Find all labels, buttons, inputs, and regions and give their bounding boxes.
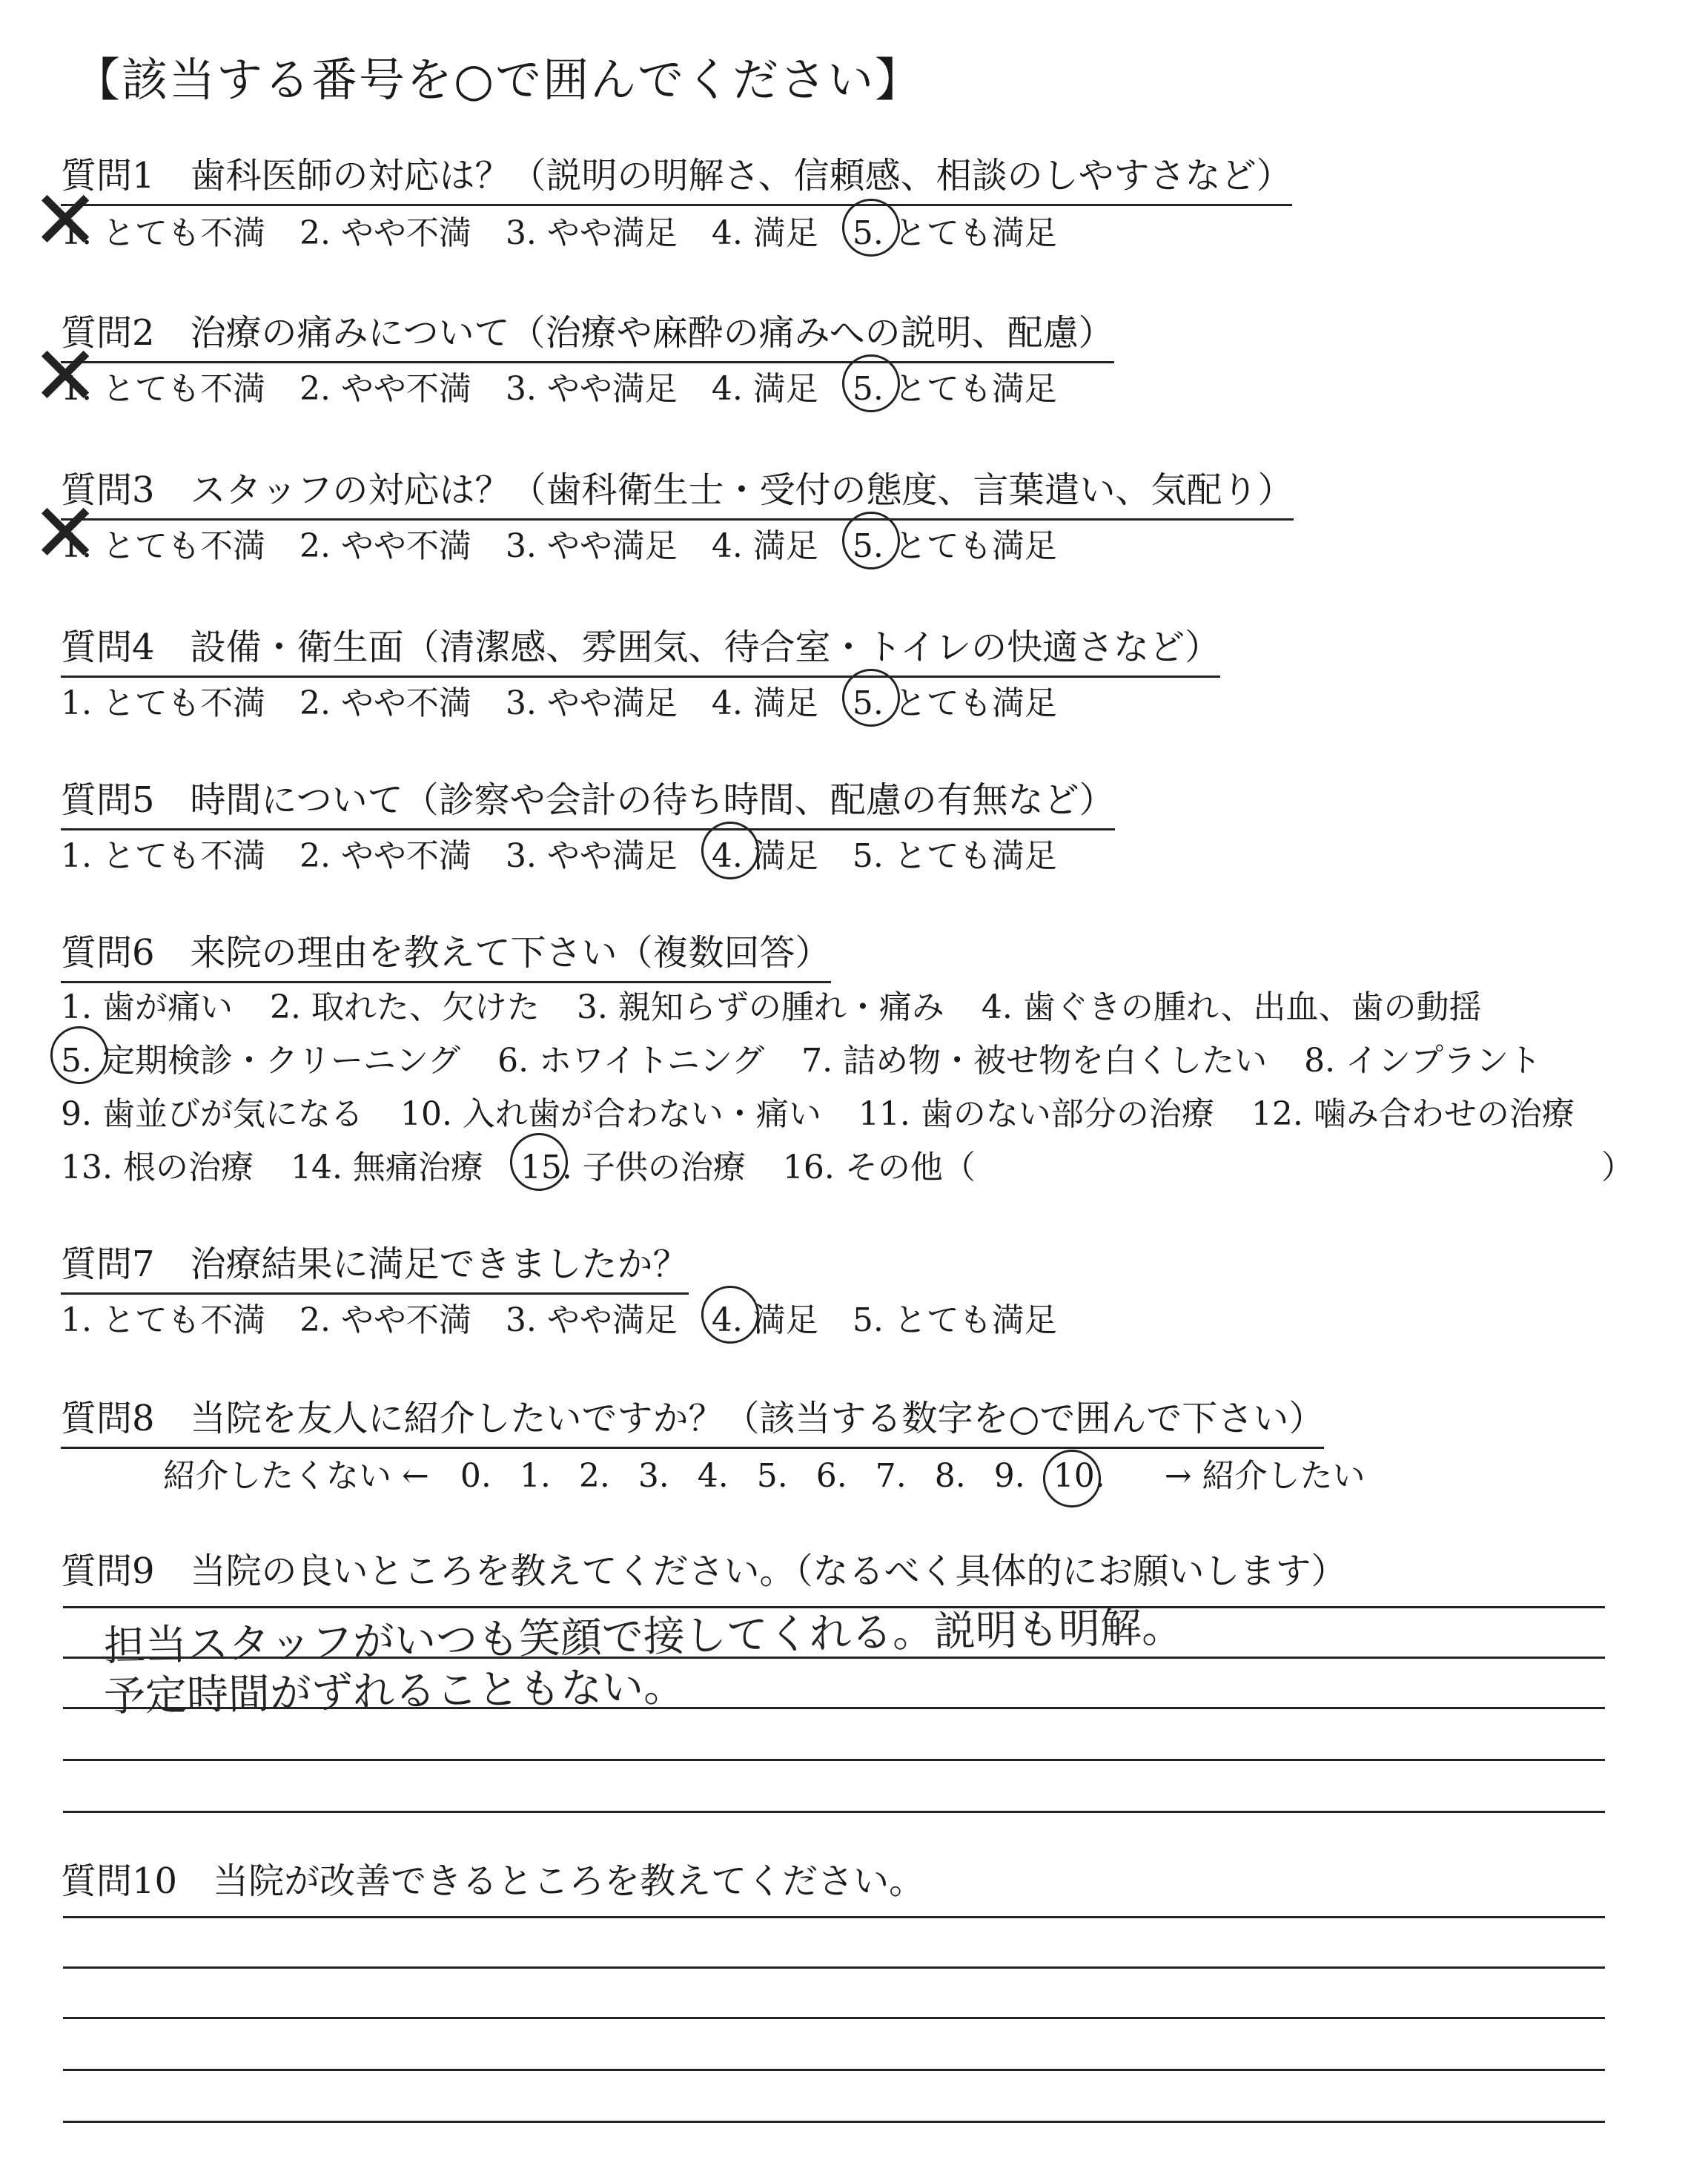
q3-option-3[interactable]: 3. やや満足 <box>505 527 678 565</box>
q8-scale-0[interactable]: 0. <box>460 1457 491 1495</box>
q8-recommend-scale <box>163 1449 1366 1496</box>
question-4-label: 質問4 設備・衛生面（清潔感、雰囲気、待合室・トイレの快適さなど） <box>61 618 1220 678</box>
q6-reason-8[interactable]: 8. インプラント <box>1304 1042 1542 1080</box>
q10-answer-rule[interactable] <box>63 2017 1605 2019</box>
q9-answer-rule <box>63 1707 1605 1709</box>
q4-option-2[interactable]: 2. やや不満 <box>299 684 471 722</box>
question-2-label: 質問2 治療の痛みについて（治療や麻酔の痛みへの説明、配慮） <box>61 304 1114 363</box>
q6-reason-3[interactable]: 3. 親知らずの腫れ・痛み <box>576 988 944 1026</box>
q1-option-4[interactable]: 4. 満足 <box>711 214 818 252</box>
q3-option-5[interactable]: 5. とても満足 <box>853 519 1057 567</box>
question-5-label: 質問5 時間について（診察や会計の待ち時間、配慮の有無など） <box>61 771 1115 830</box>
q7-option-1[interactable]: 1. とても不満 <box>61 1301 265 1339</box>
q4-option-5[interactable]: 5. とても満足 <box>853 676 1057 724</box>
q6-reason-4[interactable]: 4. 歯ぐきの腫れ、出血、歯の動揺 <box>981 988 1482 1026</box>
q5-option-5[interactable]: 5. とても満足 <box>852 837 1057 875</box>
q7-option-4[interactable]: 4. 満足 <box>712 1293 818 1341</box>
question-8-label: 質問8 当院を友人に紹介したいですか？（該当する数字を○で囲んで下さい） <box>61 1390 1324 1449</box>
q8-scale-9[interactable]: 9. <box>993 1457 1025 1495</box>
q8-scale-8[interactable]: 8. <box>934 1457 966 1495</box>
q6-reason-14[interactable]: 14. 無痛治療 <box>290 1149 483 1186</box>
question-3-label: 質問3 スタッフの対応は？（歯科衛生士・受付の態度、言葉遣い、気配り） <box>61 461 1294 521</box>
q1-option-3[interactable]: 3. やや満足 <box>505 214 678 252</box>
q6-reason-13[interactable]: 13. 根の治療 <box>61 1149 254 1186</box>
q6-reason-2[interactable]: 2. 取れた、欠けた <box>269 988 540 1026</box>
question-7-options <box>61 1293 1057 1341</box>
question-6-label: 質問6 来院の理由を教えて下さい（複数回答） <box>61 924 831 983</box>
q8-scale-left-label: 紹介したくない ← <box>163 1457 429 1495</box>
question-10-label: 質問10 当院が改善できるところを教えてください。 <box>61 1860 925 1902</box>
q6-reason-9[interactable]: 9. 歯並びが気になる <box>61 1095 363 1133</box>
q9-answer-line-1[interactable]: 担当スタッフがいつも笑顔で接してくれる。説明も明解。 <box>103 1603 1184 1671</box>
q10-answer-rule[interactable] <box>63 1966 1605 1969</box>
q2-option-2[interactable]: 2. やや不満 <box>299 370 471 408</box>
q6-other-close-paren: ） <box>1601 1149 1634 1186</box>
q8-scale-5[interactable]: 5. <box>756 1457 788 1495</box>
q6-reason-5[interactable]: 5. 定期検診・クリーニング <box>61 1034 460 1081</box>
q6-reasons-row-4 <box>61 1140 1013 1188</box>
q1-option-2[interactable]: 2. やや不満 <box>299 214 471 252</box>
q3-option-4[interactable]: 4. 満足 <box>711 527 818 565</box>
question-3-options <box>61 519 1057 567</box>
q3-option-1[interactable]: 1. とても不満 ✕ <box>61 519 265 567</box>
q6-reason-12[interactable]: 12. 噛み合わせの治療 <box>1251 1095 1575 1133</box>
q2-option-4[interactable]: 4. 満足 <box>711 370 818 408</box>
q9-answer-rule <box>63 1657 1605 1659</box>
q6-reason-15[interactable]: 15. 子供の治療 <box>520 1140 746 1188</box>
q7-option-2[interactable]: 2. やや不満 <box>299 1301 471 1339</box>
question-1-options <box>61 206 1057 254</box>
q9-answer-rule <box>63 1811 1605 1813</box>
q5-option-4[interactable]: 4. 満足 <box>712 829 818 876</box>
q10-answer-rule[interactable] <box>63 2121 1605 2123</box>
q5-option-2[interactable]: 2. やや不満 <box>299 837 471 875</box>
question-5-options <box>61 829 1057 876</box>
q6-reason-6[interactable]: 6. ホワイトニング <box>497 1042 765 1080</box>
q7-option-5[interactable]: 5. とても満足 <box>852 1301 1057 1339</box>
q8-scale-right-label: → 紹介したい <box>1164 1457 1366 1495</box>
q6-reasons-row-2 <box>61 1034 1578 1081</box>
q1-option-5[interactable]: 5. とても満足 <box>853 206 1057 254</box>
q6-reason-7[interactable]: 7. 詰め物・被せ物を白くしたい <box>801 1042 1268 1080</box>
question-7-label: 質問7 治療結果に満足できましたか？ <box>61 1235 689 1295</box>
q8-scale-10[interactable]: 10. <box>1053 1457 1105 1495</box>
q9-answer-line-2[interactable]: 予定時間がずれることもない。 <box>103 1662 686 1721</box>
q6-reasons-row-1 <box>61 980 1519 1028</box>
q6-reasons-row-3 <box>61 1087 1612 1135</box>
question-1-label: 質問1 歯科医師の対応は？（説明の明解さ、信頼感、相談のしやすさなど） <box>61 147 1292 206</box>
q5-option-1[interactable]: 1. とても不満 <box>61 837 265 875</box>
q10-answer-rule[interactable] <box>63 1916 1605 1918</box>
q2-option-1[interactable]: 1. とても不満 ✕ <box>61 362 265 409</box>
page-title: 【該当する番号を○で囲んでください】 <box>74 53 923 107</box>
q6-reason-11[interactable]: 11. 歯のない部分の治療 <box>858 1095 1214 1133</box>
q8-scale-7[interactable]: 7. <box>875 1457 907 1495</box>
q2-option-3[interactable]: 3. やや満足 <box>505 370 678 408</box>
q6-reason-10[interactable]: 10. 入れ歯が合わない・痛い <box>400 1095 821 1133</box>
q3-option-2[interactable]: 2. やや不満 <box>299 527 471 565</box>
q2-option-5[interactable]: 5. とても満足 <box>853 362 1057 409</box>
q9-answer-rule <box>63 1759 1605 1761</box>
q9-answer-rule <box>63 1606 1605 1608</box>
q6-reason-1[interactable]: 1. 歯が痛い <box>61 988 233 1026</box>
q8-scale-3[interactable]: 3. <box>638 1457 669 1495</box>
q8-scale-2[interactable]: 2. <box>578 1457 610 1495</box>
question-2-options <box>61 362 1057 409</box>
q4-option-3[interactable]: 3. やや満足 <box>505 684 678 722</box>
question-4-options <box>61 676 1057 724</box>
q10-answer-rule[interactable] <box>63 2069 1605 2071</box>
q7-option-3[interactable]: 3. やや満足 <box>505 1301 678 1339</box>
q6-reason-16[interactable]: 16. その他（ <box>782 1149 976 1186</box>
q5-option-3[interactable]: 3. やや満足 <box>505 837 678 875</box>
q8-scale-4[interactable]: 4. <box>697 1457 729 1495</box>
q4-option-1[interactable]: 1. とても不満 <box>61 684 265 722</box>
q8-scale-6[interactable]: 6. <box>815 1457 847 1495</box>
q1-option-1[interactable]: 1. とても不満 ✕ <box>61 206 265 254</box>
q4-option-4[interactable]: 4. 満足 <box>711 684 818 722</box>
q8-scale-1[interactable]: 1. <box>519 1457 551 1495</box>
question-9-label: 質問9 当院の良いところを教えてください。（なるべく具体的にお願いします） <box>61 1550 1347 1592</box>
